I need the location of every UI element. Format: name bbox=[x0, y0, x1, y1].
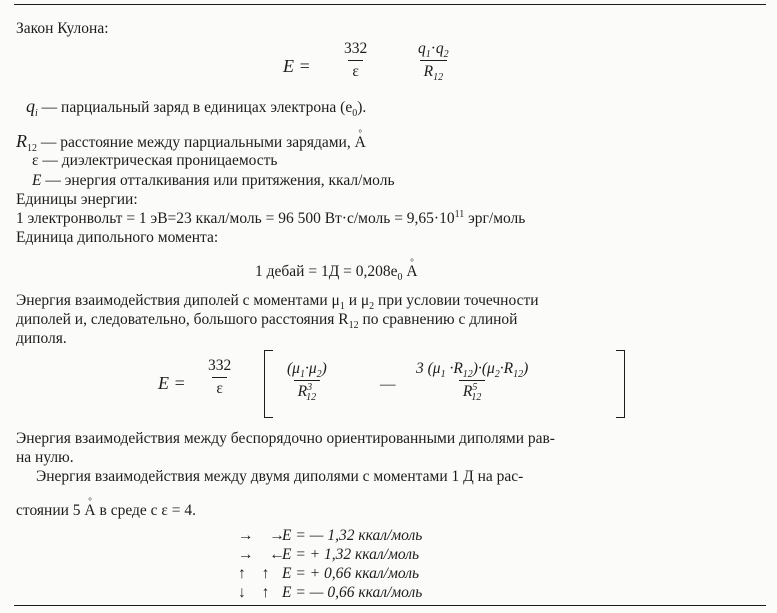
dipole-formula-prefactor: $\frac{332}{\varepsilon}$ bbox=[208, 357, 232, 397]
energy-row-parallel-opposite: → ←E = + 1,32 ккал/моль bbox=[238, 546, 420, 563]
coulomb-fraction-charges bbox=[414, 40, 453, 84]
arrow-pair-icon: → ← bbox=[238, 546, 291, 563]
def-permittivity: ε — диэлектрическая проницаемость bbox=[32, 152, 278, 169]
bottom-rule bbox=[14, 605, 766, 606]
right-bracket bbox=[616, 350, 625, 418]
left-bracket bbox=[264, 350, 273, 418]
dipole-formula-lhs: E = bbox=[158, 373, 186, 393]
angstrom-symbol: ° A bbox=[355, 134, 366, 152]
paragraph-dipole-interaction-line1: Энергия взаимодействия диполей с моментами $\mu_1$ и $\mu_2$ при условии точечности bbox=[16, 292, 539, 313]
paragraph-two-dipoles-line1: Энергия взаимодействия между двумя диполями с моментами 1 Д на рас- bbox=[36, 468, 524, 485]
energy-row-parallel-same: → →E = — 1,32 ккал/моль bbox=[238, 527, 423, 544]
coulomb-charges: $q_1\cdot q_2$ bbox=[418, 40, 449, 61]
coulomb-lhs: E = bbox=[283, 56, 311, 76]
coulomb-distance: $R_{12}$ bbox=[420, 60, 447, 81]
paragraph-dipole-interaction-line2: диполей и, следовательно, большого расстояния $R_{12}$ по сравнению с длиной bbox=[16, 311, 518, 332]
def-partial-charge: $q_i$ — парциальный заряд в единицах электрона $(e_0)$. bbox=[26, 96, 367, 120]
energy-units-line: 1 электронвольт = 1 эВ=23 ккал/моль = 96 500 Вт·с/моль = $9,65\cdot 10^{11}$ эрг/моль bbox=[16, 208, 526, 227]
heading-coulomb-law: Закон Кулона: bbox=[16, 20, 109, 37]
coulomb-eps: ε bbox=[348, 60, 363, 81]
coulomb-fraction-k bbox=[340, 40, 371, 81]
coulomb-k: 332 bbox=[344, 40, 368, 57]
arrow-pair-icon: → → bbox=[238, 527, 291, 544]
energy-row-side-same: ↑ ↑ E = + 0,66 ккал/моль bbox=[238, 565, 420, 582]
arrow-pair-icon: ↑ ↑ bbox=[238, 565, 276, 582]
top-rule bbox=[14, 4, 766, 5]
energy-row-side-opposite: ↓ ↑ E = — 0,66 ккал/моль bbox=[238, 584, 423, 601]
angstrom-symbol: ° A bbox=[84, 502, 95, 520]
dipole-minus-sign: — bbox=[380, 376, 396, 393]
paragraph-random-orientation-line1: Энергия взаимодействия между беспорядочно ориентированными диполями рав- bbox=[16, 430, 555, 447]
arrow-pair-icon: ↓ ↑ bbox=[238, 584, 276, 601]
paragraph-two-dipoles-line2: стоянии 5 ° A в среде с ε = 4. bbox=[16, 502, 196, 520]
def-distance: $R_{12}$ — расстояние между парциальными зарядами, ° A bbox=[16, 132, 366, 152]
debye-definition: 1 дебай = $1Д = 0,208e_0$ ° A bbox=[255, 263, 418, 281]
energy-units-title: Единицы энергии: bbox=[16, 191, 138, 208]
angstrom-symbol: ° A bbox=[406, 263, 417, 281]
paragraph-random-orientation-line2: на нулю. bbox=[16, 449, 74, 466]
def-energy: E — энергия отталкивания или притяжения, ккал/моль bbox=[32, 172, 395, 189]
dipole-unit-title: Единица дипольного момента: bbox=[16, 229, 219, 246]
dipole-term2: $\frac{3 (\mu_1 \cdot R_{12})\cdot(\mu_2\cdot R_{12})}{R^5_{12}}$ bbox=[416, 360, 529, 404]
paragraph-dipole-interaction-line3: диполя. bbox=[16, 330, 67, 347]
dipole-term1: $\frac{(\mu_1\cdot\mu_2)}{R^3_{12}}$ bbox=[287, 360, 327, 404]
